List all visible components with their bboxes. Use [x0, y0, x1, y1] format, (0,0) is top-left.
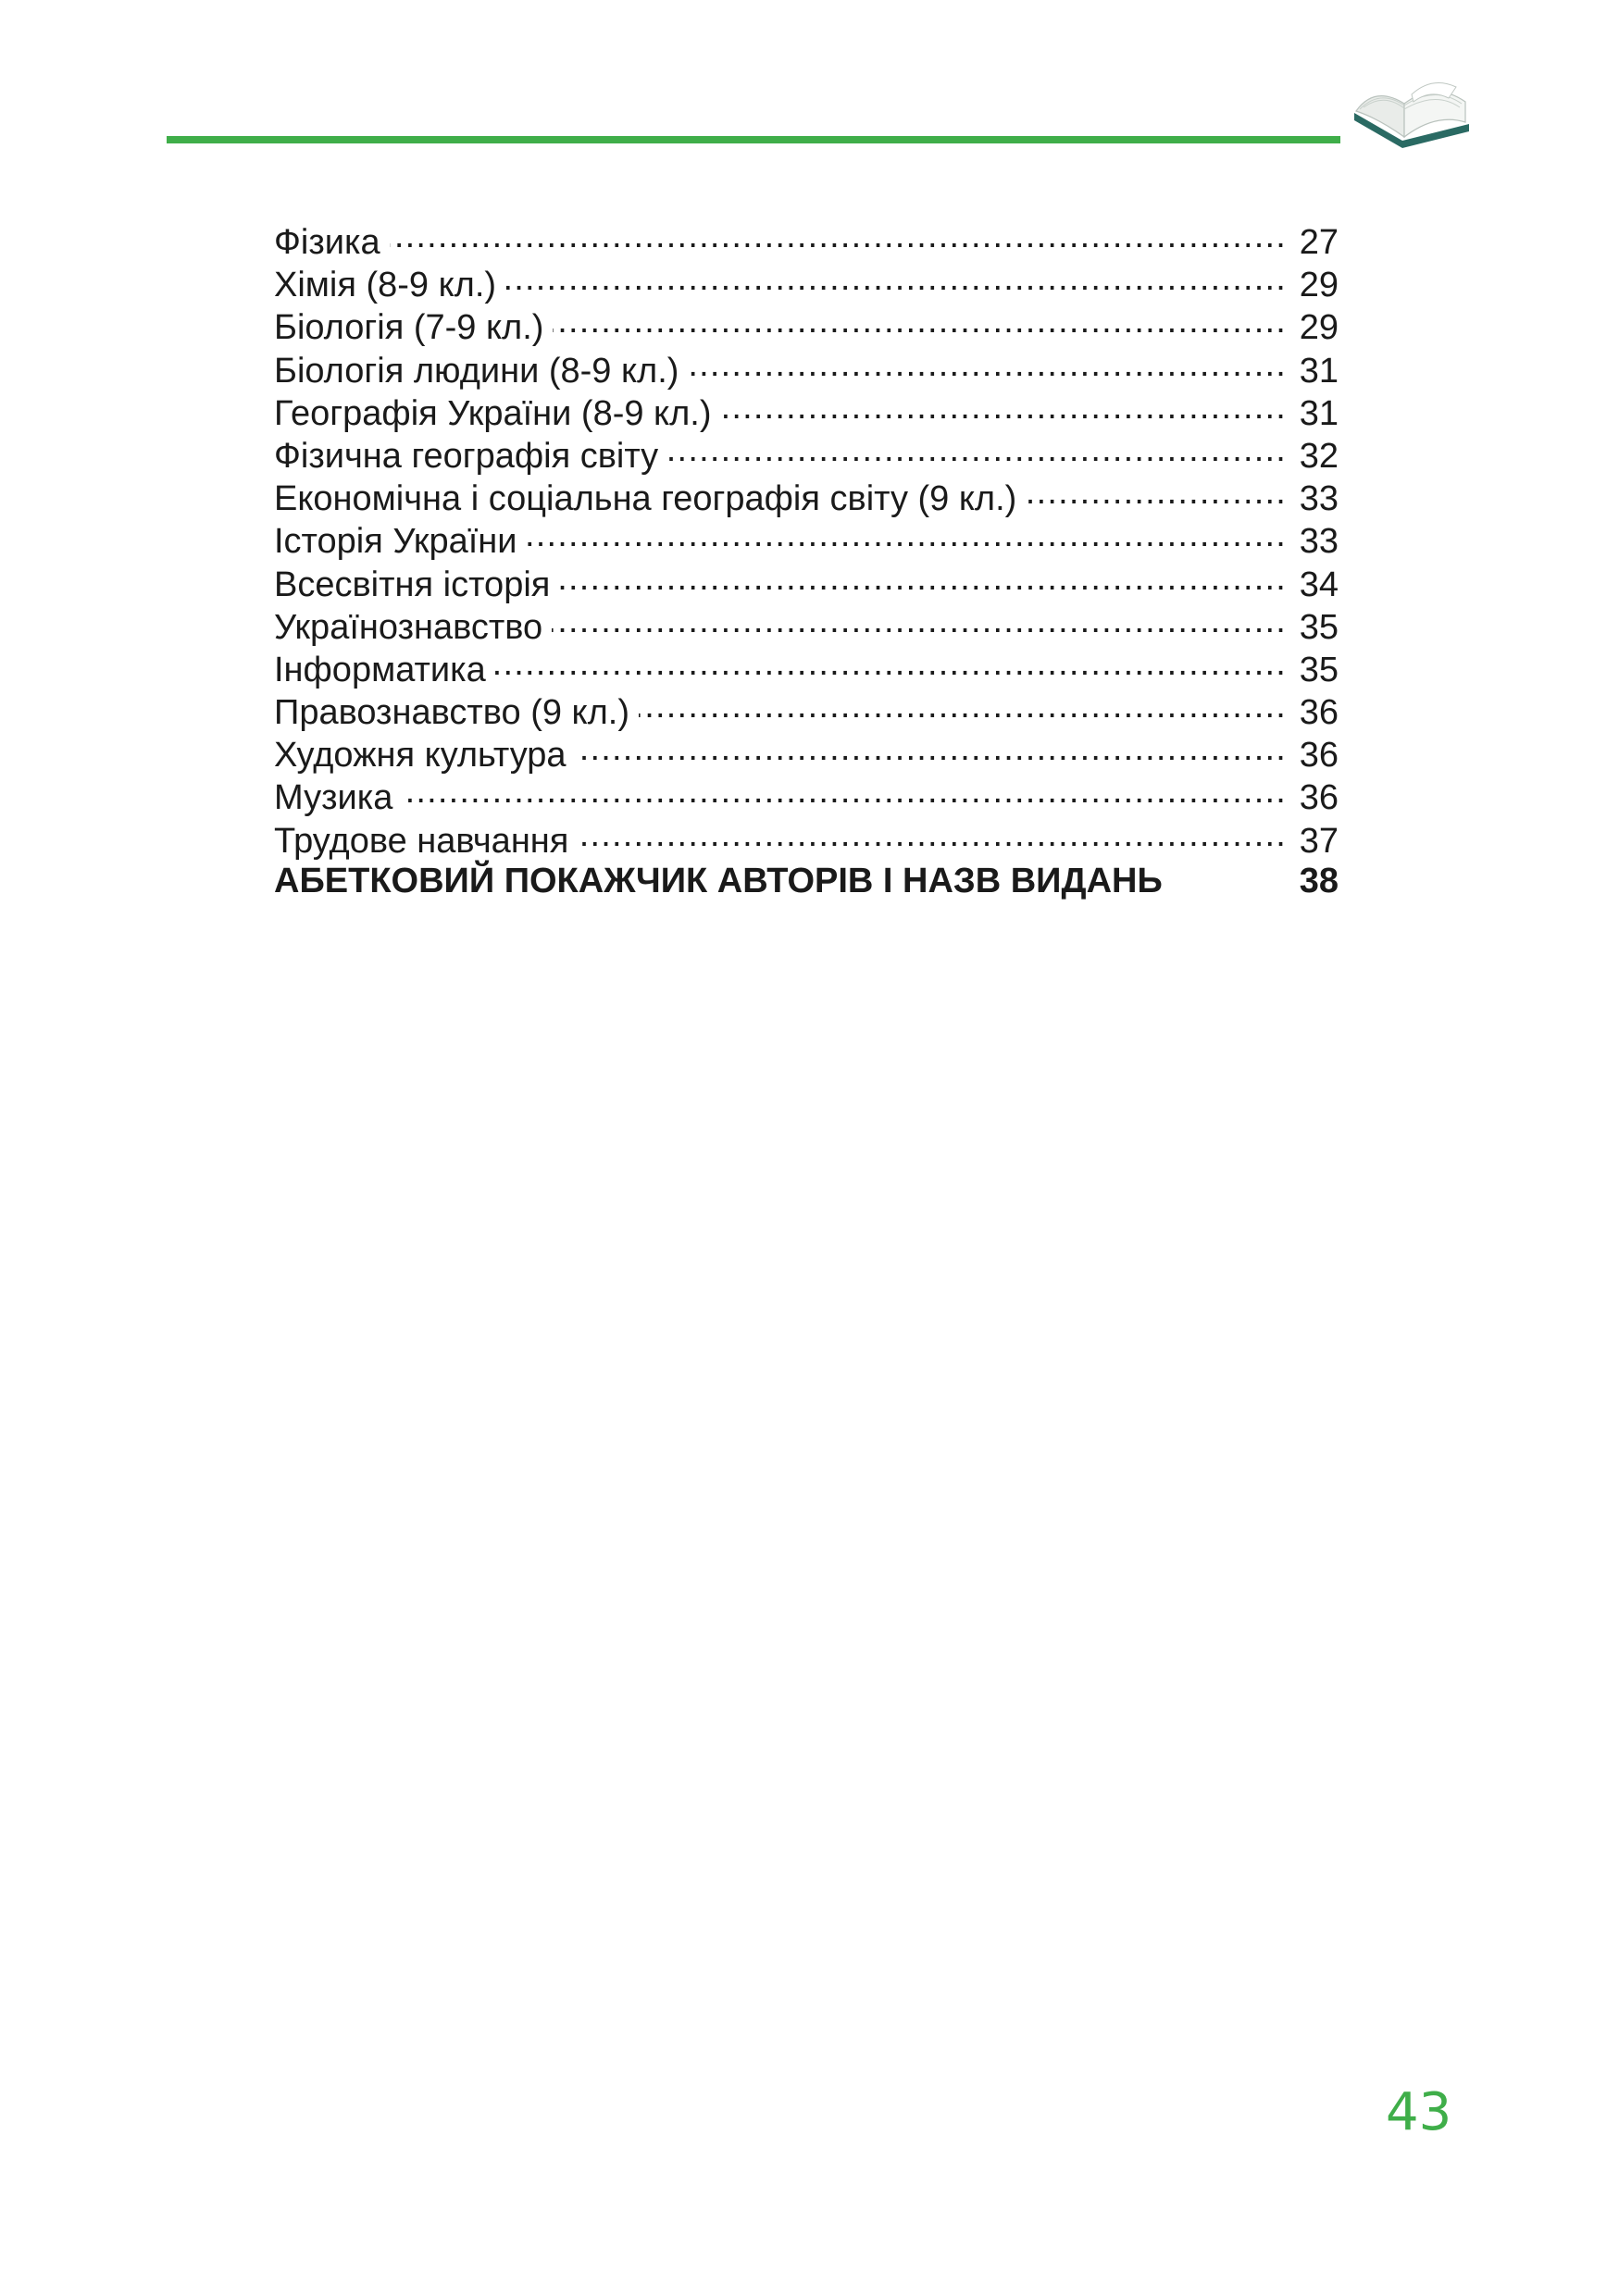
- open-book-icon: [1347, 76, 1476, 173]
- toc-entry-title: Інформатика: [274, 650, 486, 689]
- toc-leader-dots: [552, 603, 1287, 639]
- toc-leader-dots: [526, 517, 1287, 552]
- toc-entry[interactable]: [274, 432, 1339, 475]
- table-of-contents: [274, 218, 1339, 902]
- toc-entry-title: Хімія (8-9 кл.): [274, 266, 497, 305]
- toc-entry-title: Всесвітня історія: [274, 565, 551, 604]
- toc-entry-title: Правознавство (9 кл.): [274, 693, 629, 733]
- toc-leader-dots: [402, 774, 1287, 809]
- toc-leader-dots: [390, 218, 1287, 254]
- toc-entry-title: Трудове навчання: [274, 821, 569, 861]
- toc-leader-dots: [667, 432, 1287, 467]
- toc-entry[interactable]: [274, 517, 1339, 560]
- toc-leader-dots: [559, 561, 1287, 596]
- toc-entry[interactable]: [274, 817, 1339, 860]
- toc-entry-page: 32: [1299, 436, 1339, 476]
- toc-entry-page: 31: [1299, 393, 1339, 433]
- toc-entry-page: 36: [1299, 693, 1339, 733]
- toc-entry[interactable]: [274, 304, 1339, 346]
- toc-leader-dots: [576, 731, 1287, 766]
- toc-entry[interactable]: [274, 475, 1339, 517]
- toc-entry-title: Фізика: [274, 223, 380, 262]
- toc-entry[interactable]: [274, 731, 1339, 774]
- toc-entry[interactable]: [274, 561, 1339, 603]
- toc-entry[interactable]: [274, 261, 1339, 304]
- toc-entry-page: 35: [1299, 650, 1339, 689]
- toc-entry-title: Біологія (7-9 кл.): [274, 308, 544, 348]
- toc-entry[interactable]: [274, 774, 1339, 816]
- toc-entry-page: 37: [1299, 821, 1339, 861]
- toc-entry[interactable]: [274, 390, 1339, 432]
- toc-entry-title: Музика: [274, 778, 393, 818]
- toc-entry-page: 29: [1299, 266, 1339, 305]
- toc-entry-title: Економічна і соціальна географія світу (9 кл.): [274, 479, 1017, 519]
- toc-entry[interactable]: [274, 218, 1339, 261]
- toc-leader-dots: [1026, 475, 1287, 510]
- toc-entry-page: 36: [1299, 736, 1339, 776]
- toc-leader-dots: [495, 646, 1287, 681]
- toc-index-page: 38: [1299, 861, 1339, 900]
- toc-entry-page: 29: [1299, 308, 1339, 348]
- toc-index-title: АБЕТКОВИЙ ПОКАЖЧИК АВТОРІВ І НАЗВ ВИДАНЬ: [274, 861, 1163, 900]
- toc-leader-dots: [578, 817, 1287, 852]
- header-rule: [167, 136, 1340, 143]
- toc-entry[interactable]: [274, 689, 1339, 731]
- toc-entry[interactable]: [274, 646, 1339, 689]
- toc-entry-title: Географія України (8-9 кл.): [274, 393, 712, 433]
- toc-entry-page: 27: [1299, 223, 1339, 262]
- toc-entry-page: 36: [1299, 778, 1339, 818]
- toc-leader-dots: [721, 390, 1288, 425]
- page-number: 43: [1386, 2082, 1452, 2142]
- toc-entry-page: 33: [1299, 479, 1339, 519]
- toc-entry-title: Художня культура: [274, 736, 567, 776]
- toc-entry[interactable]: [274, 603, 1339, 646]
- toc-entry-title: Фізична географія світу: [274, 436, 659, 476]
- toc-leader-dots: [505, 261, 1287, 296]
- toc-entry-title: Історія України: [274, 522, 517, 562]
- toc-entry-title: Біологія людини (8-9 кл.): [274, 351, 679, 391]
- toc-leader-dots: [639, 689, 1287, 724]
- toc-entry-title: Українознавство: [274, 607, 543, 647]
- toc-leader-dots: [688, 347, 1287, 382]
- toc-entry-page: 33: [1299, 522, 1339, 562]
- toc-entry[interactable]: [274, 347, 1339, 390]
- toc-entry-page: 35: [1299, 607, 1339, 647]
- toc-leader-dots: [553, 304, 1287, 339]
- toc-entry-page: 34: [1299, 565, 1339, 604]
- toc-index-entry[interactable]: [274, 860, 1339, 902]
- toc-entry-page: 31: [1299, 351, 1339, 391]
